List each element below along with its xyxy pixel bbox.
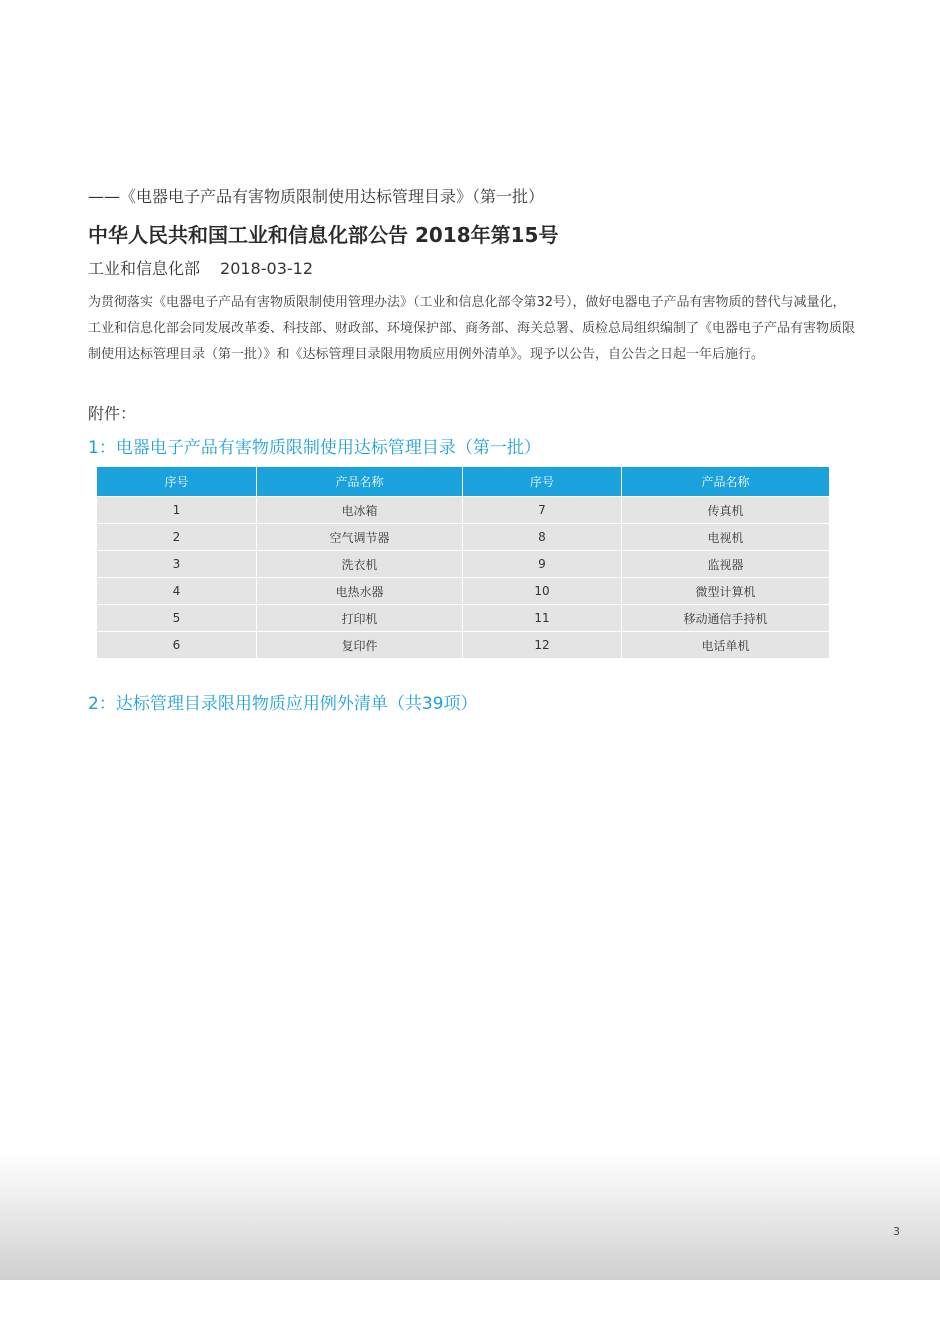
table-cell: 5 (97, 605, 257, 632)
table-cell: 电热水器 (257, 578, 463, 605)
table-row (97, 632, 830, 659)
section-2-title: 2：达标管理目录限用物质应用例外清单（共39项） (88, 694, 478, 714)
table-cell: 7 (463, 497, 622, 524)
table-row (97, 524, 830, 551)
section-1-title: 1：电器电子产品有害物质限制使用达标管理目录（第一批） (88, 438, 541, 458)
catalog-table (96, 466, 830, 659)
table-cell: 洗衣机 (257, 551, 463, 578)
table-cell: 传真机 (622, 497, 830, 524)
attachments-label: 附件： (88, 404, 137, 423)
header-index-2: 序号 (463, 467, 622, 497)
table-cell: 空气调节器 (257, 524, 463, 551)
issue-date: 2018-03-12 (220, 259, 313, 278)
document-subtitle: ——《电器电子产品有害物质限制使用达标管理目录》（第一批） (88, 187, 545, 206)
table-cell: 2 (97, 524, 257, 551)
header-index-1: 序号 (97, 467, 257, 497)
header-product-2: 产品名称 (622, 467, 830, 497)
table-cell: 打印机 (257, 605, 463, 632)
table-cell: 3 (97, 551, 257, 578)
table-cell: 电冰箱 (257, 497, 463, 524)
intro-paragraph: 为贯彻落实《电器电子产品有害物质限制使用管理办法》（工业和信息化部令第32号），做好电器电子产品有害物质的替代与减量化，工业和信息化部会同发展改革委、科技部、财政部、环境保护部、商务部、海关总署、质检总局组织编制了《电器电子产品有害物质限制使用达标管理目录（第一批）》和《达标管理目录限用物质应用例外清单》。现予以公告，自公告之日起一年后施行。 (88, 295, 856, 362)
document-title: 中华人民共和国工业和信息化部公告 2018年第15号 (88, 223, 559, 247)
table-cell: 10 (463, 578, 622, 605)
table-cell: 12 (463, 632, 622, 659)
document-meta (88, 256, 313, 279)
table-row (97, 605, 830, 632)
table-cell: 电话单机 (622, 632, 830, 659)
page-number: 3 (893, 1225, 900, 1238)
table-header-row (97, 467, 830, 497)
table-row (97, 497, 830, 524)
table-cell: 8 (463, 524, 622, 551)
table-cell: 9 (463, 551, 622, 578)
table-cell: 6 (97, 632, 257, 659)
table-cell: 4 (97, 578, 257, 605)
header-product-1: 产品名称 (257, 467, 463, 497)
issuer: 工业和信息化部 (88, 259, 201, 278)
table-cell: 11 (463, 605, 622, 632)
table-row (97, 551, 830, 578)
table-cell: 电视机 (622, 524, 830, 551)
table-cell: 监视器 (622, 551, 830, 578)
table-cell: 复印件 (257, 632, 463, 659)
table-cell: 移动通信手持机 (622, 605, 830, 632)
table-row (97, 578, 830, 605)
footer-band (0, 1150, 940, 1280)
table-cell: 1 (97, 497, 257, 524)
table-cell: 微型计算机 (622, 578, 830, 605)
